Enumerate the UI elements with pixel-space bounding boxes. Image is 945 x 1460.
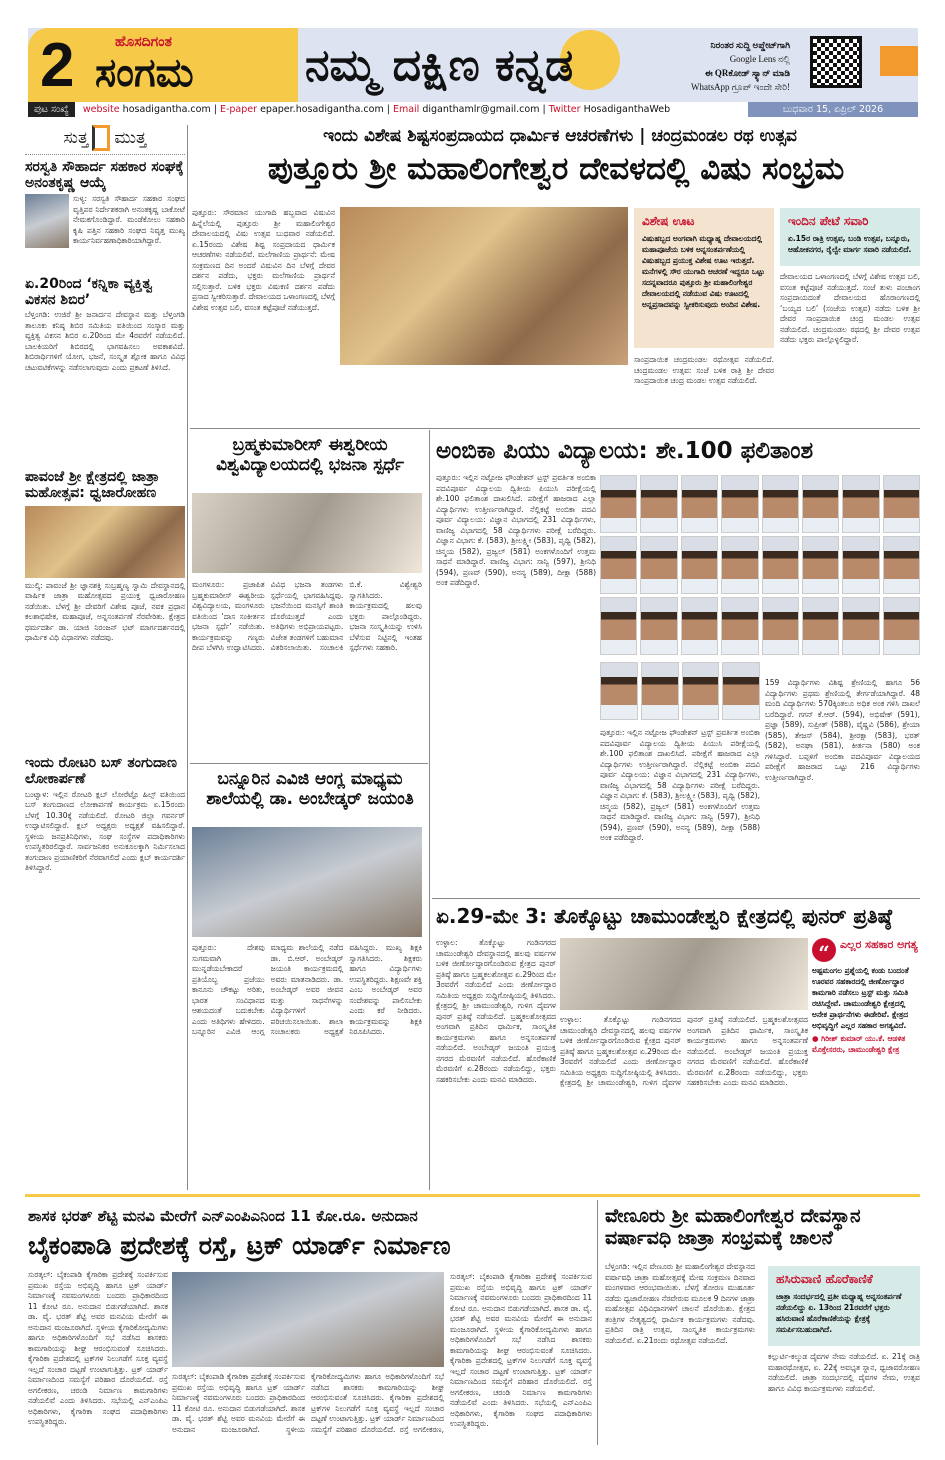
lead-body: ಪುತ್ತೂರು: ಸೌರಮಾನ ಯುಗಾದಿ ಹಬ್ಬವಾದ ವಿಷುವಿನ ಹಿನ್ನೆಲೆಯಲ್ಲಿ ಪುತ್ತೂರು ಶ್ರೀ ಮಹಾಲಿಂಗೇಶ್ವರ ದೇವಾಲಯದಲ್ಲಿ ವಿಷು ಉತ್ಸವ ಬುಧವಾರ ನಡೆಯಲಿದೆ. ಏ.15ರಂದು ವಿಶೇಷ ಶಿಷ್ಟ ಸಂಪ್ರದಾಯದ ಧಾರ್ಮಿಕ ಆಚರಣೆಗಳು ನಡೆಯಲಿವೆ. ಮಲೆಗಾಣಿಯ ಪ್ರಾರ್ಥನೆ: ಮೇಷ ಸಂಕ್ರಮಣದ ದಿನ ಅಂದರೆ ವಿಷುವಿನ ದಿನ ಬೆಳಗ್ಗೆ ದೇವರ ದರ್ಶನ ಪಡೆದು, ಭಕ್ತರು ಮಲೆಗಾಣಿಯ ಪ್ರಾರ್ಥನೆ ಸಲ್ಲಿಸುತ್ತಾರೆ. ಬಳಿಕ ಭಕ್ತರು ವಿಷುಕಣಿ ದರ್ಶನ ಪಡೆದು ಪ್ರಸಾದ ಸ್ವೀಕರಿಸುತ್ತಾರೆ. ದೇವಾಲಯದ ಒಳಾಂಗಣದಲ್ಲಿ ಬೆಳಗ್ಗೆ ವಿಶೇಷ ಉತ್ಸವ ಬಲಿ, ವಸಂತ ಕಟ್ಟೆಪೂಜೆ ನಡೆಯುತ್ತದೆ. xyxy=(192,208,335,312)
door-icon xyxy=(92,125,110,151)
brief-headline: ಸರಸ್ವತಿ ಸೌಹಾರ್ದ ಸಹಕಾರ ಸಂಘಕ್ಕೆ ಅನಂತಕೃಷ್ಣ ಆಯ್ಕೆ xyxy=(25,159,184,192)
ambika-headline: ಅಂಬಿಕಾ ಪಿಯು ವಿದ್ಯಾಲಯ: ಶೇ.100 ಫಲಿತಾಂಶ xyxy=(436,438,814,464)
brief-body: ಸುಳ್ಯ: ಸರಸ್ವತಿ ಸೌಹಾರ್ದ ಸಹಕಾರ ಸಂಘದ ವೃತ್ತಿಪರ ನಿರ್ದೇಶಕರಾಗಿ ಅನಂತಕೃಷ್ಣ ಬಾಕೋಟೆ ನೇಮಕಗೊಂಡಿದ್ದಾರೆ. ಮಂಡೆಕೋಲು ಸಹಕಾರಿ ಕೃಷಿ ಪತ್ತಿನ ಸಹಕಾರಿ ಸಂಘದ ನಿವೃತ್ತ ಮುಖ್ಯ ಕಾರ್ಯನಿರ್ವಹಣಾಧಿಕಾರಿಯಾಗಿದ್ದಾರೆ. xyxy=(73,194,185,246)
contact-links: website hosadigantha.com | E-paper epaper.hosadigantha.com | Email diganthamlr@gmail.com | Twitter HosadiganthaWeb xyxy=(82,104,671,115)
student-photo xyxy=(681,597,718,655)
bhajan-contest-photo xyxy=(192,493,422,573)
box-body: ಏ.15ರ ರಾತ್ರಿ ಉತ್ಸವ, ಬಂಡಿ ಉತ್ಸವ, ಬನ್ನೂರು, ಆಹೋಕನಗರ, ರೈಲ್ವೇ ಮಾರ್ಗ ಸವಾರಿ ನಡೆಯಲಿದೆ. xyxy=(788,234,912,254)
orange-tab xyxy=(880,46,918,76)
student-photo xyxy=(802,536,839,594)
qr-line: ಈ QRಕೋಡ್ ಸ್ಕ್ಯಾನ್ ಮಾಡಿ xyxy=(704,68,790,78)
qr-instructions xyxy=(660,38,790,94)
section-divider xyxy=(190,763,428,764)
sidebar-sutta-mutta xyxy=(25,125,185,1090)
bykampady-body: ಸುರತ್ಕಲ್: ಬೈಕಂಪಾಡಿ ಕೈಗಾರಿಕಾ ಪ್ರದೇಶಕ್ಕೆ ಸಂಪರ್ಕಿಸುವ ಪ್ರಮುಖ ರಸ್ತೆಯ ಅಭಿವೃದ್ಧಿ ಹಾಗೂ ಟ್ರಕ್ ಯಾರ್ಡ್ ನಿರ್ಮಾಣಕ್ಕೆ ನವಮಂಗಳೂರು ಬಂದರು ಪ್ರಾಧಿಕಾರದಿಂದ 11 ಕೋಟಿ ರೂ. ಅನುದಾನ ಬಿಡುಗಡೆಯಾಗಿದೆ. ಶಾಸಕ ಡಾ. ವೈ. ಭರತ್ ಶೆಟ್ಟಿ ಅವರ ಮನವಿಯ ಮೇರೆಗೆ ಈ ಅನುದಾನ ಮಂಜೂರಾಗಿದೆ. ಸ್ಥಳೀಯ ಕೈಗಾರಿಕೋದ್ಯಮಿಗಳು ಹಾಗೂ ಅಧಿಕಾರಿಗಳೊಂದಿಗೆ ಸಭೆ ನಡೆಸಿದ ಶಾಸಕರು ಕಾಮಗಾರಿಯನ್ನು ಶೀಘ್ರ ಆರಂಭಿಸುವಂತೆ ಸೂಚಿಸಿದರು. ಕೈಗಾರಿಕಾ ಪ್ರದೇಶದಲ್ಲಿ ಟ್ರಕ್‌ಗಳ ನಿಲುಗಡೆಗೆ ಸೂಕ್ತ ವ್ಯವಸ್ಥೆ ಇಲ್ಲದೆ ಸಂಚಾರ ದಟ್ಟಣೆ ಉಂಟಾಗುತ್ತಿತ್ತು. ಟ್ರಕ್ ಯಾರ್ಡ್ ನಿರ್ಮಾಣದಿಂದ ಸಮಸ್ಯೆಗೆ ಪರಿಹಾರ ದೊರೆಯಲಿದೆ. ರಸ್ತೆ ಅಗಲೀಕರಣ, ಚರಂಡಿ ನಿರ್ಮಾಣ ಕಾಮಗಾರಿಗಳು ನಡೆಯಲಿವೆ ಎಂದು ತಿಳಿಸಿದರು. ಸಭೆಯಲ್ಲಿ ಎನ್‌ಎಂಪಿಎ ಅಧಿಕಾರಿಗಳು, ಕೈಗಾರಿಕಾ ಸಂಘದ ಪದಾಧಿಕಾರಿಗಳು ಉಪಸ್ಥಿತರಿದ್ದರು. xyxy=(28,1270,168,1426)
quote-box xyxy=(812,938,920,1088)
temple-flag-photo xyxy=(25,506,185,578)
student-photo xyxy=(722,662,760,720)
student-photo xyxy=(883,536,920,594)
kotekar-body-continued: ಉಳ್ಳಾಲ: ತೊಕ್ಕೊಟ್ಟು ಗಂಡಿನಗರದ ಚಾಮುಂಡೇಶ್ವರಿ ದೇವಸ್ಥಾನದಲ್ಲಿ ಹಲವು ವರ್ಷಗಳ ಬಳಿಕ ಜೀರ್ಣೋದ್ಧಾರಗೊಂಡಿರುವ ಕ್ಷೇತ್ರದ ಪುನರ್ ಪ್ರತಿಷ್ಠೆ ಹಾಗೂ ಬ್ರಹ್ಮಕಲಶೋತ್ಸವ ಏ.29ರಿಂದ ಮೇ 3ರವರೆಗೆ ನಡೆಯಲಿದೆ ಎಂದು ಜೀರ್ಣೋದ್ಧಾರ ಸಮಿತಿಯ ಅಧ್ಯಕ್ಷರು ಸುದ್ದಿಗೋಷ್ಠಿಯಲ್ಲಿ ತಿಳಿಸಿದರು. ಕ್ಷೇತ್ರದಲ್ಲಿ ಶ್ರೀ ಚಾಮುಂಡೇಶ್ವರಿ, ಗುಳಿಗ ದೈವಗಳ ಪುನರ್ ಪ್ರತಿಷ್ಠೆ ನಡೆಯಲಿದೆ. ಬ್ರಹ್ಮಕಲಶೋತ್ಸವದ ಅಂಗವಾಗಿ ಪ್ರತಿದಿನ ಧಾರ್ಮಿಕ, ಸಾಂಸ್ಕೃತಿಕ ಕಾರ್ಯಕ್ರಮಗಳು ಹಾಗೂ ಅನ್ನಸಂತರ್ಪಣೆ ನಡೆಯಲಿದೆ. ಅಂಬೇಡ್ಕರ್ ಜಯಂತಿ ಪ್ರಯುಕ್ತ ನಗರದ ಮೆರವಣಿಗೆ ನಡೆಯಲಿದೆ. ಹೊರೆಕಾಣಿಕೆ ಮೆರವಣಿಗೆ ಏ.28ರಂದು ನಡೆಯಲಿದ್ದು, ಭಕ್ತರು ಸಹಕರಿಸಬೇಕು ಎಂದು ಮನವಿ ಮಾಡಿದರು. xyxy=(560,1015,808,1087)
column-divider xyxy=(429,430,430,1190)
bykampady-body-continued: ಸುರತ್ಕಲ್: ಬೈಕಂಪಾಡಿ ಕೈಗಾರಿಕಾ ಪ್ರದೇಶಕ್ಕೆ ಸಂಪರ್ಕಿಸುವ ಪ್ರಮುಖ ರಸ್ತೆಯ ಅಭಿವೃದ್ಧಿ ಹಾಗೂ ಟ್ರಕ್ ಯಾರ್ಡ್ ನಿರ್ಮಾಣಕ್ಕೆ ನವಮಂಗಳೂರು ಬಂದರು ಪ್ರಾಧಿಕಾರದಿಂದ 11 ಕೋಟಿ ರೂ. ಅನುದಾನ ಬಿಡುಗಡೆಯಾಗಿದೆ. ಶಾಸಕ ಡಾ. ವೈ. ಭರತ್ ಶೆಟ್ಟಿ ಅವರ ಮನವಿಯ ಮೇರೆಗೆ ಈ ಅನುದಾನ ಮಂಜೂರಾಗಿದೆ. ಸ್ಥಳೀಯ ಕೈಗಾರಿಕೋದ್ಯಮಿಗಳು ಹಾಗೂ ಅಧಿಕಾರಿಗಳೊಂದಿಗೆ ಸಭೆ ನಡೆಸಿದ ಶಾಸಕರು ಕಾಮಗಾರಿಯನ್ನು ಶೀಘ್ರ ಆರಂಭಿಸುವಂತೆ ಸೂಚಿಸಿದರು. ಕೈಗಾರಿಕಾ ಪ್ರದೇಶದಲ್ಲಿ ಟ್ರಕ್‌ಗಳ ನಿಲುಗಡೆಗೆ ಸೂಕ್ತ ವ್ಯವಸ್ಥೆ ಇಲ್ಲದೆ ಸಂಚಾರ ದಟ್ಟಣೆ ಉಂಟಾಗುತ್ತಿತ್ತು. ಟ್ರಕ್ ಯಾರ್ಡ್ ನಿರ್ಮಾಣದಿಂದ ಸಮಸ್ಯೆಗೆ ಪರಿಹಾರ ದೊರೆಯಲಿದೆ. ರಸ್ತೆ ಅಗಲೀಕರಣ, xyxy=(172,1372,444,1434)
email-link[interactable]: diganthamlr@gmail.com xyxy=(422,104,540,115)
student-photo xyxy=(681,475,718,533)
student-photo xyxy=(641,662,679,720)
epaper-link[interactable]: epaper.hosadigantha.com xyxy=(260,104,384,115)
lead-headline: ಪುತ್ತೂರು ಶ್ರೀ ಮಹಾಲಿಂಗೇಶ್ವರ ದೇವಳದಲ್ಲಿ ವಿಷು ಸಂಭ್ರಮ xyxy=(267,151,845,187)
student-photo xyxy=(802,475,839,533)
student-photo xyxy=(883,597,920,655)
person-photo xyxy=(25,194,69,248)
student-photo xyxy=(883,475,920,533)
qr-line: WhatsApp ಗ್ರೂಪ್ ಇಂದೇ ಸೇರಿ! xyxy=(690,82,790,92)
bykampady-body-column: ಸುರತ್ಕಲ್: ಬೈಕಂಪಾಡಿ ಕೈಗಾರಿಕಾ ಪ್ರದೇಶಕ್ಕೆ ಸಂಪರ್ಕಿಸುವ ಪ್ರಮುಖ ರಸ್ತೆಯ ಅಭಿವೃದ್ಧಿ ಹಾಗೂ ಟ್ರಕ್ ಯಾರ್ಡ್ ನಿರ್ಮಾಣಕ್ಕೆ ನವಮಂಗಳೂರು ಬಂದರು ಪ್ರಾಧಿಕಾರದಿಂದ 11 ಕೋಟಿ ರೂ. ಅನುದಾನ ಬಿಡುಗಡೆಯಾಗಿದೆ. ಶಾಸಕ ಡಾ. ವೈ. ಭರತ್ ಶೆಟ್ಟಿ ಅವರ ಮನವಿಯ ಮೇರೆಗೆ ಈ ಅನುದಾನ ಮಂಜೂರಾಗಿದೆ. ಸ್ಥಳೀಯ ಕೈಗಾರಿಕೋದ್ಯಮಿಗಳು ಹಾಗೂ ಅಧಿಕಾರಿಗಳೊಂದಿಗೆ ಸಭೆ ನಡೆಸಿದ ಶಾಸಕರು ಕಾಮಗಾರಿಯನ್ನು ಶೀಘ್ರ ಆರಂಭಿಸುವಂತೆ ಸೂಚಿಸಿದರು. ಕೈಗಾರಿಕಾ ಪ್ರದೇಶದಲ್ಲಿ ಟ್ರಕ್‌ಗಳ ನಿಲುಗಡೆಗೆ ಸೂಕ್ತ ವ್ಯವಸ್ಥೆ ಇಲ್ಲದೆ ಸಂಚಾರ ದಟ್ಟಣೆ ಉಂಟಾಗುತ್ತಿತ್ತು. ಟ್ರಕ್ ಯಾರ್ಡ್ ನಿರ್ಮಾಣದಿಂದ ಸಮಸ್ಯೆಗೆ ಪರಿಹಾರ ದೊರೆಯಲಿದೆ. ರಸ್ತೆ ಅಗಲೀಕರಣ, ಚರಂಡಿ ನಿರ್ಮಾಣ ಕಾಮಗಾರಿಗಳು ನಡೆಯಲಿವೆ ಎಂದು ತಿಳಿಸಿದರು. ಸಭೆಯಲ್ಲಿ ಎನ್‌ಎಂಪಿಎ ಅಧಿಕಾರಿಗಳು, ಕೈಗಾರಿಕಾ ಸಂಘದ ಪದಾಧಿಕಾರಿಗಳು ಉಪಸ್ಥಿತರಿದ್ದರು. xyxy=(450,1272,592,1428)
page-title: ನಮ್ಮ ದಕ್ಷಿಣ ಕನ್ನಡ xyxy=(305,40,574,91)
box-title: ಇಂದಿನ ಪೇಟೆ ಸವಾರಿ xyxy=(788,214,869,228)
student-photo xyxy=(762,597,799,655)
student-photo xyxy=(682,662,720,720)
website-label: website xyxy=(82,104,120,115)
brief-headline: ಇಂದು ರೋಟರಿ ಬಸ್ ತಂಗುದಾಣ ಲೋಕಾರ್ಪಣೆ xyxy=(25,754,177,787)
brief-body: ಮುಲ್ಕಿ: ಪಾವಂಜೆ ಶ್ರೀ ಜ್ಞಾನಶಕ್ತಿ ಸುಬ್ರಹ್ಮಣ್ಯ ಸ್ವಾಮಿ ದೇವಸ್ಥಾನದಲ್ಲಿ ವಾರ್ಷಿಕ ಜಾತ್ರಾ ಮಹೋತ್ಸವದ ಪ್ರಯುಕ್ತ ಧ್ವಜಾರೋಹಣ ನಡೆಯಿತು. ಬೆಳಗ್ಗೆ ಶ್ರೀ ದೇವರಿಗೆ ವಿಶೇಷ ಪೂಜೆ, ನವಕ ಪ್ರಧಾನ ಕಲಶಾಭಿಷೇಕ, ಮಹಾಪೂಜೆ, ಅನ್ನಸಂತರ್ಪಣೆ ನೆರವೇರಿತು. ಕ್ಷೇತ್ರದ ಧರ್ಮದರ್ಶಿ ಡಾ. ಯಾಜಿ ನಿರಂಜನ್ ಭಟ್ ಮಾರ್ಗದರ್ಶನದಲ್ಲಿ ಧಾರ್ಮಿಕ ವಿಧಿ ವಿಧಾನಗಳು ನಡೆದವು. xyxy=(25,580,185,643)
procession-box xyxy=(780,208,920,266)
qr-line: ನಿರಂತರ ಸುದ್ದಿ ಅಪ್ಡೇಟ್‌ಗಾಗಿ xyxy=(710,40,790,50)
student-photo xyxy=(842,597,879,655)
student-photo-grid xyxy=(600,475,920,655)
student-photo xyxy=(721,475,758,533)
contact-strip xyxy=(28,102,918,117)
student-photo xyxy=(600,475,637,533)
bykampady-headline: ಬೈಕಂಪಾಡಿ ಪ್ರದೇಶಕ್ಕೆ ರಸ್ತೆ, ಟ್ರಕ್ ಯಾರ್ಡ್ ನಿರ್ಮಾಣ xyxy=(28,1231,451,1260)
box-body: ವಿಷುಹಬ್ಬದ ಅಂಗವಾಗಿ ಮಧ್ಯಾಹ್ನ ದೇವಾಲಯದಲ್ಲಿ ಮಹಾಪೂಜೆಯ ಬಳಿಕ ಅನ್ನಸಂತರ್ಪಣೆಯಲ್ಲಿ ವಿಷುಹಬ್ಬದ ಪ್ರಯುಕ್ತ ವಿಶೇಷ ಊಟ ಇರುತ್ತದೆ. ಮನೆಗಳಲ್ಲಿ ಸೌರ ಯುಗಾದಿ ಆಚರಣೆ ಇದ್ದರೂ ಒಟ್ಟು ಸದನ್ನವಾದರೂ ಪುತ್ತೂರು ಶ್ರೀ ಮಹಾಲಿಂಗೇಶ್ವರ ದೇವಾಲಯದಲ್ಲಿ ನಡೆಯುವ ವಿಷು ಊಟದಲ್ಲಿ ಅನ್ನಪ್ರಸಾದವನ್ನು ಸ್ವೀಕರಿಸುವುದು ಅಂದಿನ ವಿಶೇಷ. xyxy=(642,234,765,309)
issue-date: ಬುಧವಾರ 15, ಏಪ್ರಿಲ್ 2026 xyxy=(748,102,918,117)
student-photo xyxy=(802,597,839,655)
column-divider xyxy=(187,125,188,1190)
email-label: Email xyxy=(392,104,420,115)
kotekar-body: ಉಳ್ಳಾಲ: ತೊಕ್ಕೊಟ್ಟು ಗಂಡಿನಗರದ ಚಾಮುಂಡೇಶ್ವರಿ ದೇವಸ್ಥಾನದಲ್ಲಿ ಹಲವು ವರ್ಷಗಳ ಬಳಿಕ ಜೀರ್ಣೋದ್ಧಾರಗೊಂಡಿರುವ ಕ್ಷೇತ್ರದ ಪುನರ್ ಪ್ರತಿಷ್ಠೆ ಹಾಗೂ ಬ್ರಹ್ಮಕಲಶೋತ್ಸವ ಏ.29ರಿಂದ ಮೇ 3ರವರೆಗೆ ನಡೆಯಲಿದೆ ಎಂದು ಜೀರ್ಣೋದ್ಧಾರ ಸಮಿತಿಯ ಅಧ್ಯಕ್ಷರು ಸುದ್ದಿಗೋಷ್ಠಿಯಲ್ಲಿ ತಿಳಿಸಿದರು. ಕ್ಷೇತ್ರದಲ್ಲಿ ಶ್ರೀ ಚಾಮುಂಡೇಶ್ವರಿ, ಗುಳಿಗ ದೈವಗಳ ಪುನರ್ ಪ್ರತಿಷ್ಠೆ ನಡೆಯಲಿದೆ. ಬ್ರಹ್ಮಕಲಶೋತ್ಸವದ ಅಂಗವಾಗಿ ಪ್ರತಿದಿನ ಧಾರ್ಮಿಕ, ಸಾಂಸ್ಕೃತಿಕ ಕಾರ್ಯಕ್ರಮಗಳು ಹಾಗೂ ಅನ್ನಸಂತರ್ಪಣೆ ನಡೆಯಲಿದೆ. ಅಂಬೇಡ್ಕರ್ ಜಯಂತಿ ಪ್ರಯುಕ್ತ ನಗರದ ಮೆರವಣಿಗೆ ನಡೆಯಲಿದೆ. ಹೊರೆಕಾಣಿಕೆ ಮೆರವಣಿಗೆ ಏ.28ರಂದು ನಡೆಯಲಿದ್ದು, ಭಕ್ತರು ಸಹಕರಿಸಬೇಕು ಎಂದು ಮನವಿ ಮಾಡಿದರು. xyxy=(436,938,556,1084)
yellow-divider xyxy=(25,1194,920,1197)
epaper-label: E-paper xyxy=(219,104,258,115)
student-photo xyxy=(600,536,637,594)
temple-festival-photo xyxy=(340,207,628,365)
meeting-photo xyxy=(172,1272,444,1367)
quote-body: ಅಷ್ಟಮಂಗಲ ಪ್ರಶ್ನೆಯಲ್ಲಿ ಕಂಡು ಬಂದಂತೆ ಊರವರ ಸಹಕಾರದಲ್ಲಿ ಜೀರ್ಣೋದ್ಧಾರ ಕಾಮಗಾರಿ ನಡೆಸಲು ಟ್ರಸ್ಟ್ ಮತ್ತು ಸಮಿತಿ ರಚಿಸಿದ್ದೇವೆ. ಚಾಮುಂಡೇಶ್ವರಿ ಕ್ಷೇತ್ರದಲ್ಲಿ ಅನೇಕ ಪ್ರಾರ್ಥನೆಗಳು ಈಡೇರಿವೆ. ಕ್ಷೇತ್ರದ ಅಭಿವೃದ್ಧಿಗೆ ಎಲ್ಲರ ಸಹಕಾರ ಅಗತ್ಯವಿದೆ. xyxy=(812,966,909,1030)
strip-tag: ಪುಟ ಸಂಖ್ಯೆ xyxy=(28,102,75,117)
box-title: ವಿಶೇಷ ಊಟ xyxy=(642,214,695,228)
venur-body: ಬೆಳ್ತಂಗಡಿ: ಇಲ್ಲಿನ ವೇಣೂರು ಶ್ರೀ ಮಹಾಲಿಂಗೇಶ್ವರ ದೇವಸ್ಥಾನದ ವರ್ಷಾವಧಿ ಜಾತ್ರಾ ಮಹೋತ್ಸವಕ್ಕೆ ಮೇಷ ಸಂಕ್ರಮಣ ದಿನವಾದ ಮಂಗಳವಾರ ಆರಂಭವಾಯಿತು. ಬೆಳಗ್ಗೆ ತೋರಣ ಮುಹೂರ್ತ ನಡೆದು ಧ್ವಜಾರೋಹಣ ನೆರವೇರುವ ಮೂಲಕ 9 ದಿನಗಳ ಜಾತ್ರಾ ಮಹೋತ್ಸವ ವಿಧಿವಿಧಾನಗಳಿಗೆ ಚಾಲನೆ ದೊರೆಯಿತು. ಕ್ಷೇತ್ರದ ತಂತ್ರಿಗಳ ನೇತೃತ್ವದಲ್ಲಿ ಧಾರ್ಮಿಕ ಕಾರ್ಯಕ್ರಮಗಳು ನಡೆದವು. ಪ್ರತಿದಿನ ರಾತ್ರಿ ಉತ್ಸವ, ಸಾಂಸ್ಕೃತಿಕ ಕಾರ್ಯಕ್ರಮಗಳು ನಡೆಯಲಿವೆ. ಏ.21ರಂದು ರಥೋತ್ಸವ ನಡೆಯಲಿದೆ. xyxy=(605,1262,755,1345)
student-photo xyxy=(640,597,677,655)
ambika-body-continued: 159 ವಿದ್ಯಾರ್ಥಿಗಳು ವಿಶಿಷ್ಟ ಶ್ರೇಣಿಯಲ್ಲಿ ಹಾಗೂ 56 ವಿದ್ಯಾರ್ಥಿಗಳು ಪ್ರಥಮ ಶ್ರೇಣಿಯಲ್ಲಿ ತೇರ್ಗಡೆಯಾಗಿದ್ದಾರೆ. 48 ಮಂದಿ ವಿದ್ಯಾರ್ಥಿಗಳು 570ಕ್ಕಿಂತಲೂ ಅಧಿಕ ಅಂಕ ಗಳಿಸಿ ದಾಖಲೆ ಬರೆದಿದ್ದಾರೆ. ಗಗನ್ ಕೆ.ಆರ್. (594), ಅಭಿಷೇಕ್ (591), ಪ್ರಜ್ಞಾ (589), ಸುಪ್ರೀತ್ (588), ವೈಷ್ಣವಿ (586), ಶ್ರೇಯಾ (585), ತೇಜಸ್ (584), ಶ್ರೀರಕ್ಷಾ (583), ಭರತ್ (582), ಅನಘಾ (581), ಕೀರ್ತನಾ (580) ಅಂಕ ಗಳಿಸಿದ್ದಾರೆ. ಬಪ್ಪಳಿಗೆ ಅಂಬಿಕಾ ಪದವಿಪೂರ್ವ ವಿದ್ಯಾಲಯದ ಪರೀಕ್ಷೆಗೆ ಹಾಜರಾದ ಒಟ್ಟು 216 ವಿದ್ಯಾರ್ಥಿಗಳು ಉತ್ತೀರ್ಣರಾಗಿದ್ದಾರೆ. xyxy=(765,678,920,782)
lead-body-column: ದೇವಾಲಯದ ಒಳಾಂಗಣದಲ್ಲಿ ಬೆಳಗ್ಗೆ ವಿಶೇಷ ಉತ್ಸವ ಬಲಿ, ವಸಂತ ಕಟ್ಟೆಪೂಜೆ ನಡೆಯುತ್ತದೆ. ಸಂಜೆ ತುಳು ಪಂಚಾಂಗ ಸಂಪ್ರದಾಯದಂತೆ ದೇವಾಲಯದ ಹೊರಾಂಗಣದಲ್ಲಿ ‘ಬಯ್ಯದ ಬಲಿ’ (ಸಂಜೆಯ ಉತ್ಸವ) ನಡೆದು ಬಳಿಕ ಶ್ರೀ ದೇವರ ಸಾಂಪ್ರದಾಯಿಕ ಚಂದ್ರ ಮಂಡಲ ಉತ್ಸವ ನಡೆಯಲಿದೆ. ಚಂದ್ರಮಂಡಲ ರಥದಲ್ಲಿ ಶ್ರೀ ದೇವರ ಉತ್ಸವ ನಡೆದು ಭಕ್ತರು ಪಾಲ್ಗೊಳ್ಳಲಿದ್ದಾರೆ. xyxy=(780,272,920,344)
bykampady-kicker: ಶಾಸಕ ಭರತ್ ಶೆಟ್ಟಿ ಮನವಿ ಮೇರೆಗೆ ಎನ್‌ಎಂಪಿಎನಿಂದ 11 ಕೋ.ರೂ. ಅನುದಾನ xyxy=(28,1207,418,1225)
press-meet-photo xyxy=(560,938,808,1010)
venur-headline: ವೇಣೂರು ಶ್ರೀ ಮಹಾಲಿಂಗೇಶ್ವರ ದೇವಸ್ಥಾನ ವರ್ಷಾವಧಿ ಜಾತ್ರಾ ಸಂಭ್ರಮಕ್ಕೆ ಚಾಲನೆ xyxy=(605,1205,861,1249)
quote-title: ಎಲ್ಲರ ಸಹಕಾರ ಅಗತ್ಯ xyxy=(840,938,918,951)
ambika-body: ಪುತ್ತೂರು: ಇಲ್ಲಿನ ನಟ್ಟೋಜ ಫೌಂಡೇಶನ್ ಟ್ರಸ್ಟ್ ಪ್ರವರ್ತಿತ ಅಂಬಿಕಾ ಪದವಿಪೂರ್ವ ವಿದ್ಯಾಲಯ ದ್ವಿತೀಯ ಪಿಯುಸಿ ಪರೀಕ್ಷೆಯಲ್ಲಿ ಶೇ.100 ಫಲಿತಾಂಶ ದಾಖಲಿಸಿದೆ. ಪರೀಕ್ಷೆಗೆ ಹಾಜರಾದ ಎಲ್ಲಾ ವಿದ್ಯಾರ್ಥಿಗಳು ಉತ್ತೀರ್ಣರಾಗಿದ್ದಾರೆ. ನೆಲ್ಲಿಕಟ್ಟೆ ಅಂಬಿಕಾ ಪದವಿ ಪೂರ್ವ ವಿದ್ಯಾಲಯ: ವಿಜ್ಞಾನ ವಿಭಾಗದಲ್ಲಿ 231 ವಿದ್ಯಾರ್ಥಿಗಳು, ವಾಣಿಜ್ಯ ವಿಭಾಗದಲ್ಲಿ 58 ವಿದ್ಯಾರ್ಥಿಗಳು ಪರೀಕ್ಷೆ ಬರೆದಿದ್ದರು. ವಿಜ್ಞಾನ ವಿಭಾಗ: ಕೆ. (583), ಶ್ರೀಲಕ್ಷ್ಮೀ (583), ಪೃಥ್ವಿ (582), ಚಿನ್ಮಯ (582), ಪ್ರಜ್ವಲ್ (581) ಅಂಕಗಳೊಂದಿಗೆ ಉತ್ತಮ ಸಾಧನೆ ಮಾಡಿದ್ದಾರೆ. ವಾಣಿಜ್ಯ ವಿಭಾಗ: ಸಾನ್ವಿ (597), ಶ್ರೀನಿಧಿ (594), ಪ್ರಣವ್ (590), ಅನನ್ಯ (589), ದೀಕ್ಷಾ (588) ಅಂಕ ಪಡೆದಿದ್ದಾರೆ. xyxy=(436,473,596,587)
student-photo xyxy=(842,536,879,594)
website-link[interactable]: hosadigantha.com xyxy=(122,104,211,115)
bannur-headline: ಬನ್ನೂರಿನ ಎವಿಜಿ ಆಂಗ್ಲ ಮಾಧ್ಯಮ ಶಾಲೆಯಲ್ಲಿ ಡಾ. ಅಂಬೇಡ್ಕರ್ ಜಯಂತಿ xyxy=(206,769,414,809)
twitter-label: Twitter xyxy=(548,104,581,115)
offering-box xyxy=(768,1266,920,1346)
box-body: ಜಾತ್ರಾ ಸಂದರ್ಭದಲ್ಲಿ ಪ್ರತೀ ಮಧ್ಯಾಹ್ನ ಅನ್ನಸಂತರ್ಪಣೆ ನಡೆಯಲಿದ್ದು ಏ. 13ರಿಂದ 21ರವರೆಗೆ ಭಕ್ತರು ಹಸಿರುವಾಣಿ ಹೊರೆಕಾಣಿಕೆಯನ್ನು ಕ್ಷೇತ್ರಕ್ಕೆ ಸಮರ್ಪಿಸಬಹುದಾಗಿದೆ. xyxy=(776,1292,902,1334)
student-photo xyxy=(681,536,718,594)
student-photo xyxy=(600,597,637,655)
bk-headline: ಬ್ರಹ್ಮಕುಮಾರೀಸ್ ಈಶ್ವರೀಯ ವಿಶ್ವವಿದ್ಯಾಲಯದಲ್ಲಿ ಭಜನಾ ಸ್ಪರ್ಧೆ xyxy=(216,435,404,475)
qr-code[interactable] xyxy=(810,36,862,88)
lead-kicker: ಇಂದು ವಿಶೇಷ ಶಿಷ್ಟಸಂಪ್ರದಾಯದ ಧಾರ್ಮಿಕ ಆಚರಣೆಗಳು | ಚಂದ್ರಮಂಡಲ ರಥ ಉತ್ಸವ xyxy=(323,126,797,146)
brand-logo: ಹೊಸದಿಗಂತ xyxy=(115,33,172,49)
twitter-link[interactable]: HosadiganthaWeb xyxy=(583,104,671,115)
qr-line: Google Lens ನಲ್ಲಿ xyxy=(729,54,790,64)
student-photo-grid-row xyxy=(600,662,760,720)
page-number: 2 xyxy=(40,31,75,100)
section-divider xyxy=(432,898,920,899)
sidebar-logo xyxy=(25,125,185,155)
logo-left: ಸುತ್ತ xyxy=(63,128,89,148)
student-photo xyxy=(721,597,758,655)
logo-right: ಮುತ್ತ xyxy=(114,128,147,148)
student-photo xyxy=(762,475,799,533)
student-photo xyxy=(600,662,638,720)
venur-body-continued: ಕಲ್ಲುರ್ಟಿ-ಕಲ್ಕುಡ ದೈವಗಳ ನೇಮ ನಡೆಯಲಿದೆ. ಏ. 21ಕ್ಕೆ ರಾತ್ರಿ ಮಹಾರಥೋತ್ಸವ, ಏ. 22ಕ್ಕೆ ಅವಭೃತ ಸ್ನಾನ, ಧ್ವಜಾವರೋಹಣ ನಡೆಯಲಿದೆ. ಜಾತ್ರಾ ಸಂದರ್ಭದಲ್ಲಿ ದೈವಗಳ ನೇಮ, ಉತ್ಸವ ಹಾಗೂ ವಿವಿಧ ಕಾರ್ಯಕ್ರಮಗಳು ನಡೆಯಲಿವೆ. xyxy=(768,1352,920,1393)
quote-author: ● ಗಿರೀಶ್ ಕುಮಾರ್ ಯು.ಕೆ. ಆಡಳಿತ ಮೊಕ್ತೇಸರರು, ಚಾಮುಂಡೇಶ್ವರಿ ಕ್ಷೇತ್ರ xyxy=(812,1034,906,1054)
student-photo xyxy=(842,475,879,533)
brief-body: ಬಂಟ್ವಾಳ: ಇಲ್ಲಿನ ರೋಟರಿ ಕ್ಲಬ್ ಲೋರೆಟ್ಟೊ ಹಿಲ್ಸ್ ವತಿಯಿಂದ ಬಸ್ ತಂಗುದಾಣದ ಲೋಕಾರ್ಪಣೆ ಕಾರ್ಯಕ್ರಮ ಏ.15ರಂದು ಬೆಳಗ್ಗೆ 10.30ಕ್ಕೆ ನಡೆಯಲಿದೆ. ರೋಟರಿ ಜಿಲ್ಲಾ ಗವರ್ನರ್ ಉದ್ಘಾಟಿಸಲಿದ್ದಾರೆ. ಕ್ಲಬ್ ಅಧ್ಯಕ್ಷರು ಅಧ್ಯಕ್ಷತೆ ವಹಿಸಲಿದ್ದಾರೆ. ಸ್ಥಳೀಯ ಜನಪ್ರತಿನಿಧಿಗಳು, ಸಂಘ ಸಂಸ್ಥೆಗಳ ಪದಾಧಿಕಾರಿಗಳು ಉಪಸ್ಥಿತರಿರಲಿದ್ದಾರೆ. ಸಾರ್ವಜನಿಕರ ಅನುಕೂಲಕ್ಕಾಗಿ ನಿರ್ಮಿಸಲಾದ ತಂಗುದಾಣ ಪ್ರಯಾಣಿಕರಿಗೆ ನೆರವಾಗಲಿದೆ ಎಂದು ಕ್ಲಬ್ ಕಾರ್ಯದರ್ಶಿ ತಿಳಿಸಿದ್ದಾರೆ. xyxy=(25,789,185,873)
student-photo xyxy=(640,475,677,533)
box-title: ಹಸಿರುವಾಣಿ ಹೊರೆಕಾಣಿಕೆ xyxy=(776,1272,873,1286)
bk-body: ಮಂಗಳೂರು: ಪ್ರಜಾಪಿತ ಬ್ರಹ್ಮಕುಮಾರೀಸ್ ಈಶ್ವರೀಯ ವಿಶ್ವವಿದ್ಯಾಲಯ, ಮಂಗಳೂರು ವತಿಯಿಂದ ‘ದಾಸ ಸಂಕೀರ್ತನ ಭಜನಾ ಸ್ಪರ್ಧೆ’ ನಡೆಯಿತು. ಕಾರ್ಯಕ್ರಮವನ್ನು ಗಣ್ಯರು ದೀಪ ಬೆಳಗಿಸಿ ಉದ್ಘಾಟಿಸಿದರು. ವಿವಿಧ ಭಜನಾ ತಂಡಗಳು ಸ್ಪರ್ಧೆಯಲ್ಲಿ ಭಾಗವಹಿಸಿದ್ದವು. ಭಜನೆಯಿಂದ ಮನಸ್ಸಿಗೆ ಶಾಂತಿ ದೊರೆಯುತ್ತದೆ ಎಂದು ಅತಿಥಿಗಳು ಅಭಿಪ್ರಾಯಪಟ್ಟರು. ವಿಜೇತ ತಂಡಗಳಿಗೆ ಬಹುಮಾನ ವಿತರಿಸಲಾಯಿತು. ಸಂಚಾಲಕಿ ಬಿ.ಕೆ. ವಿಶ್ವೇಶ್ವರಿ ಸ್ವಾಗತಿಸಿದರು. ಕಾರ್ಯಕ್ರಮದಲ್ಲಿ ಹಲವು ಭಕ್ತರು ಪಾಲ್ಗೊಂಡಿದ್ದರು. ಭಜನಾ ಸಂಸ್ಕೃತಿಯನ್ನು ಉಳಿಸಿ ಬೆಳೆಸುವ ನಿಟ್ಟಿನಲ್ಲಿ ಇಂತಹ ಸ್ಪರ್ಧೆಗಳು ಸಹಕಾರಿ. xyxy=(192,580,422,652)
column-divider xyxy=(597,1200,598,1445)
section-divider xyxy=(190,428,920,429)
ambedkar-jayanti-photo xyxy=(192,827,422,937)
brief-headline: ಏ.20ರಿಂದ ‘ಕನ್ನಿಕಾ ವ್ಯಕ್ತಿತ್ವ ವಿಕಸನ ಶಿಬಿರ’ xyxy=(25,276,153,309)
student-photo xyxy=(721,536,758,594)
brief-headline: ಪಾವಂಜೆ ಶ್ರೀ ಕ್ಷೇತ್ರದಲ್ಲಿ ಜಾತ್ರಾ ಮಹೋತ್ಸವ: ಧ್ವಜಾರೋಹಣ xyxy=(25,469,160,502)
brief-body: ಬೆಳ್ತಂಗಡಿ: ಉಜಿರೆ ಶ್ರೀ ಜನಾರ್ದನ ದೇವಸ್ಥಾನ ಮತ್ತು ಬೆಳ್ತಂಗಡಿ ತಾಲೂಕು ಕನಿಷ್ಠ ಶಿಬಿರ ಸಮಿತಿಯ ವತಿಯಿಂದ ಸಂಸ್ಕಾರ ಮತ್ತು ವ್ಯಕ್ತಿತ್ವ ವಿಕಸನ ಶಿಬಿರ ಏ.20ರಿಂದ ಮೇ 4ರವರೆಗೆ ನಡೆಯಲಿದೆ. ಬಾಲಕಿಯರಿಗೆ ಶಿಬಿರದಲ್ಲಿ ಭಾಗವಹಿಸಲು ಅವಕಾಶವಿದೆ. ಶಿಬಿರಾರ್ಥಿಗಳಿಗೆ ಯೋಗ, ಭಜನೆ, ಸಂಸ್ಕೃತ ಶ್ಲೋಕ ಹಾಗೂ ವಿವಿಧ ಚಟುವಟಿಕೆಗಳನ್ನು ನಡೆಸಲಾಗುವುದು ಎಂದು ಪ್ರಕಟಣೆ ತಿಳಿಸಿದೆ. xyxy=(25,310,185,372)
bannur-body: ಪುತ್ತೂರು: ದೇಶವು ಸುಗಮವಾಗಿ ಮುನ್ನಡೆಯಬೇಕಾದರೆ ಪ್ರತಿಯೊಬ್ಬ ಪ್ರಜೆಯು ಕಾನೂನು ಚೌಕಟ್ಟು ಅರಿತು, ಭಾರತ ಸಂವಿಧಾನದ ಆಶಯದಂತೆ ಬದುಕಬೇಕು ಎಂದು ಅತಿಥಿಗಳು ಹೇಳಿದರು. ಬನ್ನೂರಿನ ಎವಿಜಿ ಆಂಗ್ಲ ಮಾಧ್ಯಮ ಶಾಲೆಯಲ್ಲಿ ನಡೆದ ಡಾ. ಬಿ.ಆರ್. ಅಂಬೇಡ್ಕರ್ ಜಯಂತಿ ಕಾರ್ಯಕ್ರಮದಲ್ಲಿ ಅವರು ಮಾತನಾಡಿದರು. ಡಾ. ಅಂಬೇಡ್ಕರ್ ಅವರ ಜೀವನ ಮತ್ತು ಸಾಧನೆಗಳನ್ನು ವಿದ್ಯಾರ್ಥಿಗಳಿಗೆ ಪರಿಚಯಿಸಲಾಯಿತು. ಶಾಲಾ ಸಂಚಾಲಕರು ಅಧ್ಯಕ್ಷತೆ ವಹಿಸಿದ್ದರು. ಮುಖ್ಯ ಶಿಕ್ಷಕಿ ಸ್ವಾಗತಿಸಿದರು. ಶಿಕ್ಷಕರು ಹಾಗೂ ವಿದ್ಯಾರ್ಥಿಗಳು ಉಪಸ್ಥಿತರಿದ್ದರು. ಶಿಕ್ಷಣವೇ ಶಕ್ತಿ ಎಂಬ ಅಂಬೇಡ್ಕರ್ ಅವರ ಸಂದೇಶವನ್ನು ಪಾಲಿಸಬೇಕು ಎಂದು ಕರೆ ನೀಡಿದರು. ಕಾರ್ಯಕ್ರಮವನ್ನು ಶಿಕ್ಷಕಿ ನಿರೂಪಿಸಿದರು. xyxy=(192,943,422,1036)
lead-body-continued: ಸಾಂಪ್ರದಾಯಿಕ ಚಂದ್ರಮಂಡಲ ರಥೋತ್ಸವ ನಡೆಯಲಿದೆ. ಚಂದ್ರಮಂಡಲ ಉತ್ಸವ: ಸಂಜೆ ಬಳಿಕ ರಾತ್ರಿ ಶ್ರೀ ದೇವರ ಸಾಂಪ್ರದಾಯಿಕ ಚಂದ್ರ ಮಂಡಲ ಉತ್ಸವ ನಡೆಯಲಿದೆ. xyxy=(634,355,774,385)
special-meal-box xyxy=(634,208,774,348)
ambika-body-extra: ಪುತ್ತೂರು: ಇಲ್ಲಿನ ನಟ್ಟೋಜ ಫೌಂಡೇಶನ್ ಟ್ರಸ್ಟ್ ಪ್ರವರ್ತಿತ ಅಂಬಿಕಾ ಪದವಿಪೂರ್ವ ವಿದ್ಯಾಲಯ ದ್ವಿತೀಯ ಪಿಯುಸಿ ಪರೀಕ್ಷೆಯಲ್ಲಿ ಶೇ.100 ಫಲಿತಾಂಶ ದಾಖಲಿಸಿದೆ. ಪರೀಕ್ಷೆಗೆ ಹಾಜರಾದ ಎಲ್ಲಾ ವಿದ್ಯಾರ್ಥಿಗಳು ಉತ್ತೀರ್ಣರಾಗಿದ್ದಾರೆ. ನೆಲ್ಲಿಕಟ್ಟೆ ಅಂಬಿಕಾ ಪದವಿ ಪೂರ್ವ ವಿದ್ಯಾಲಯ: ವಿಜ್ಞಾನ ವಿಭಾಗದಲ್ಲಿ 231 ವಿದ್ಯಾರ್ಥಿಗಳು, ವಾಣಿಜ್ಯ ವಿಭಾಗದಲ್ಲಿ 58 ವಿದ್ಯಾರ್ಥಿಗಳು ಪರೀಕ್ಷೆ ಬರೆದಿದ್ದರು. ವಿಜ್ಞಾನ ವಿಭಾಗ: ಕೆ. (583), ಶ್ರೀಲಕ್ಷ್ಮೀ (583), ಪೃಥ್ವಿ (582), ಚಿನ್ಮಯ (582), ಪ್ರಜ್ವಲ್ (581) ಅಂಕಗಳೊಂದಿಗೆ ಉತ್ತಮ ಸಾಧನೆ ಮಾಡಿದ್ದಾರೆ. ವಾಣಿಜ್ಯ ವಿಭಾಗ: ಸಾನ್ವಿ (597), ಶ್ರೀನಿಧಿ (594), ಪ್ರಣವ್ (590), ಅನನ್ಯ (589), ದೀಕ್ಷಾ (588) ಅಂಕ ಪಡೆದಿದ್ದಾರೆ. xyxy=(600,728,760,842)
section-name: ಸಂಗಮ xyxy=(95,50,194,96)
quote-icon: “ xyxy=(812,938,836,962)
kotekar-headline: ಏ.29-ಮೇ 3: ತೊಕ್ಕೊಟ್ಟು ಚಾಮುಂಡೇಶ್ವರಿ ಕ್ಷೇತ್ರದಲ್ಲಿ ಪುನರ್ ಪ್ರತಿಷ್ಠೆ xyxy=(436,904,893,928)
student-photo xyxy=(640,536,677,594)
student-photo xyxy=(762,536,799,594)
